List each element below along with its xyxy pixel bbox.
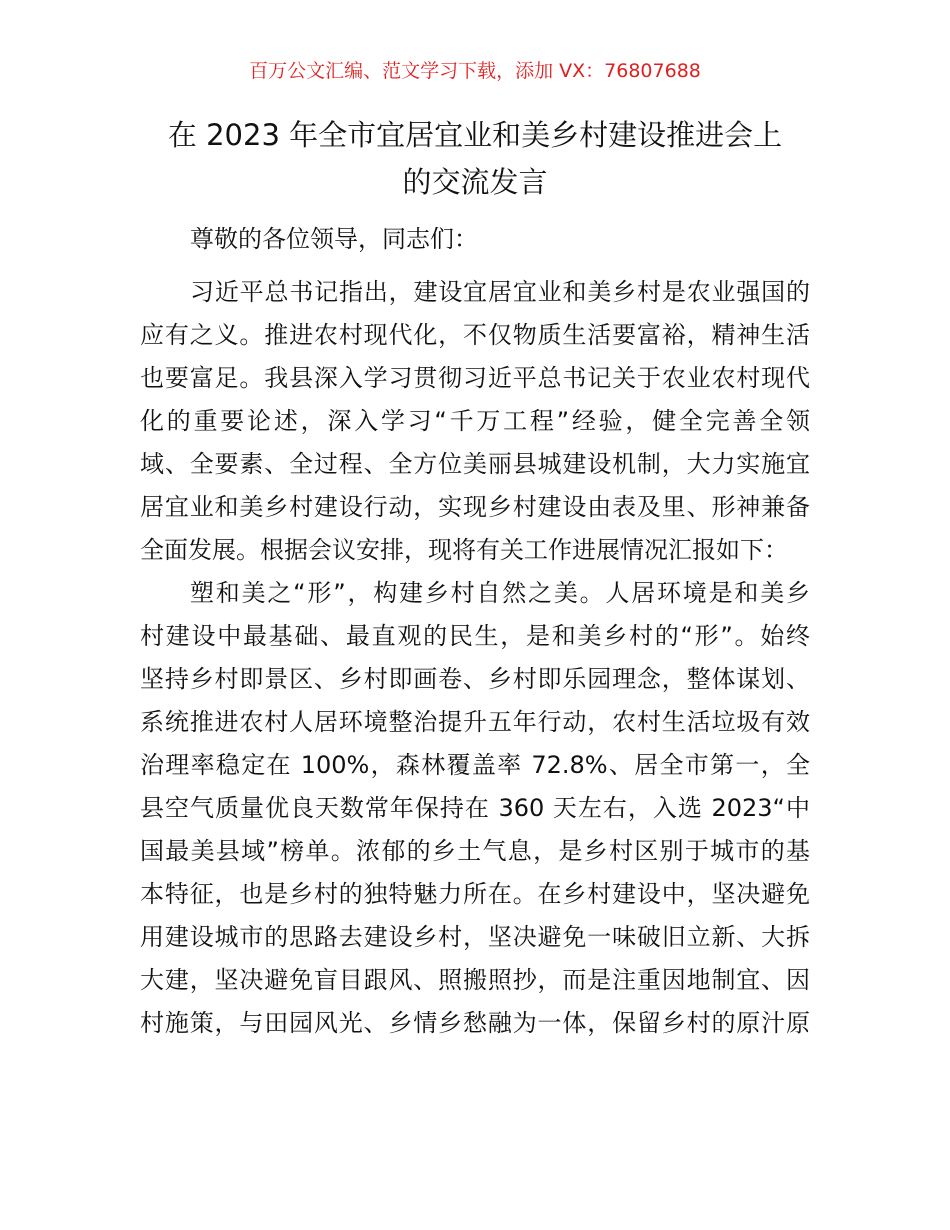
text-line: 大建，坚决避免盲目跟风、照搬照抄，而是注重因地制宜、因 bbox=[140, 966, 810, 994]
text-line: 本特征，也是乡村的独特魅力所在。在乡村建设中，坚决避免 bbox=[140, 880, 810, 908]
text-line: 习近平总书记指出，建设宜居宜业和美乡村是农业强国的 bbox=[190, 278, 810, 306]
title-line-1: 在 2023 年全市宜居宜业和美乡村建设推进会上 bbox=[167, 118, 783, 152]
salutation bbox=[140, 218, 810, 261]
document-title bbox=[120, 112, 830, 206]
text-line: 域、全要素、全过程、全方位美丽县城建设机制，大力实施宜 bbox=[140, 450, 810, 478]
text-line: 坚持乡村即景区、乡村即画卷、乡村即乐园理念，整体谋划、 bbox=[140, 665, 810, 693]
text-line: 应有之义。推进农村现代化，不仅物质生活要富裕，精神生活 bbox=[140, 321, 810, 349]
paragraph bbox=[140, 572, 810, 1045]
paragraph bbox=[140, 271, 810, 572]
text-line: 村建设中最基础、最直观的民生，是和美乡村的“形”。始终 bbox=[140, 622, 810, 650]
text-line: 县空气质量优良天数常年保持在 360 天左右，入选 2023“中 bbox=[140, 794, 810, 822]
watermark-header: 百万公文汇编、范文学习下载，添加 VX：76807688 bbox=[249, 60, 701, 82]
text-line: 系统推进农村人居环境整治提升五年行动，农村生活垃圾有效 bbox=[140, 708, 810, 736]
text-line: 居宜业和美乡村建设行动，实现乡村建设由表及里、形神兼备 bbox=[140, 493, 810, 521]
text-line: 尊敬的各位领导，同志们： bbox=[190, 225, 478, 253]
document-body bbox=[140, 218, 810, 1045]
text-line: 国最美县域”榜单。浓郁的乡土气息，是乡村区别于城市的基 bbox=[140, 837, 810, 865]
text-line: 用建设城市的思路去建设乡村，坚决避免一味破旧立新、大拆 bbox=[140, 923, 810, 951]
text-line: 化的重要论述，深入学习“千万工程”经验，健全完善全领 bbox=[140, 407, 810, 435]
text-line: 治理率稳定在 100%，森林覆盖率 72.8%、居全市第一，全 bbox=[140, 751, 810, 779]
title-line-2: 的交流发言 bbox=[402, 165, 548, 199]
text-line: 塑和美之“形”，构建乡村自然之美。人居环境是和美乡 bbox=[190, 579, 810, 607]
text-line: 也要富足。我县深入学习贯彻习近平总书记关于农业农村现代 bbox=[140, 364, 810, 392]
text-line: 村施策，与田园风光、乡情乡愁融为一体，保留乡村的原汁原 bbox=[140, 1009, 810, 1037]
text-line: 全面发展。根据会议安排，现将有关工作进展情况汇报如下： bbox=[140, 536, 788, 564]
